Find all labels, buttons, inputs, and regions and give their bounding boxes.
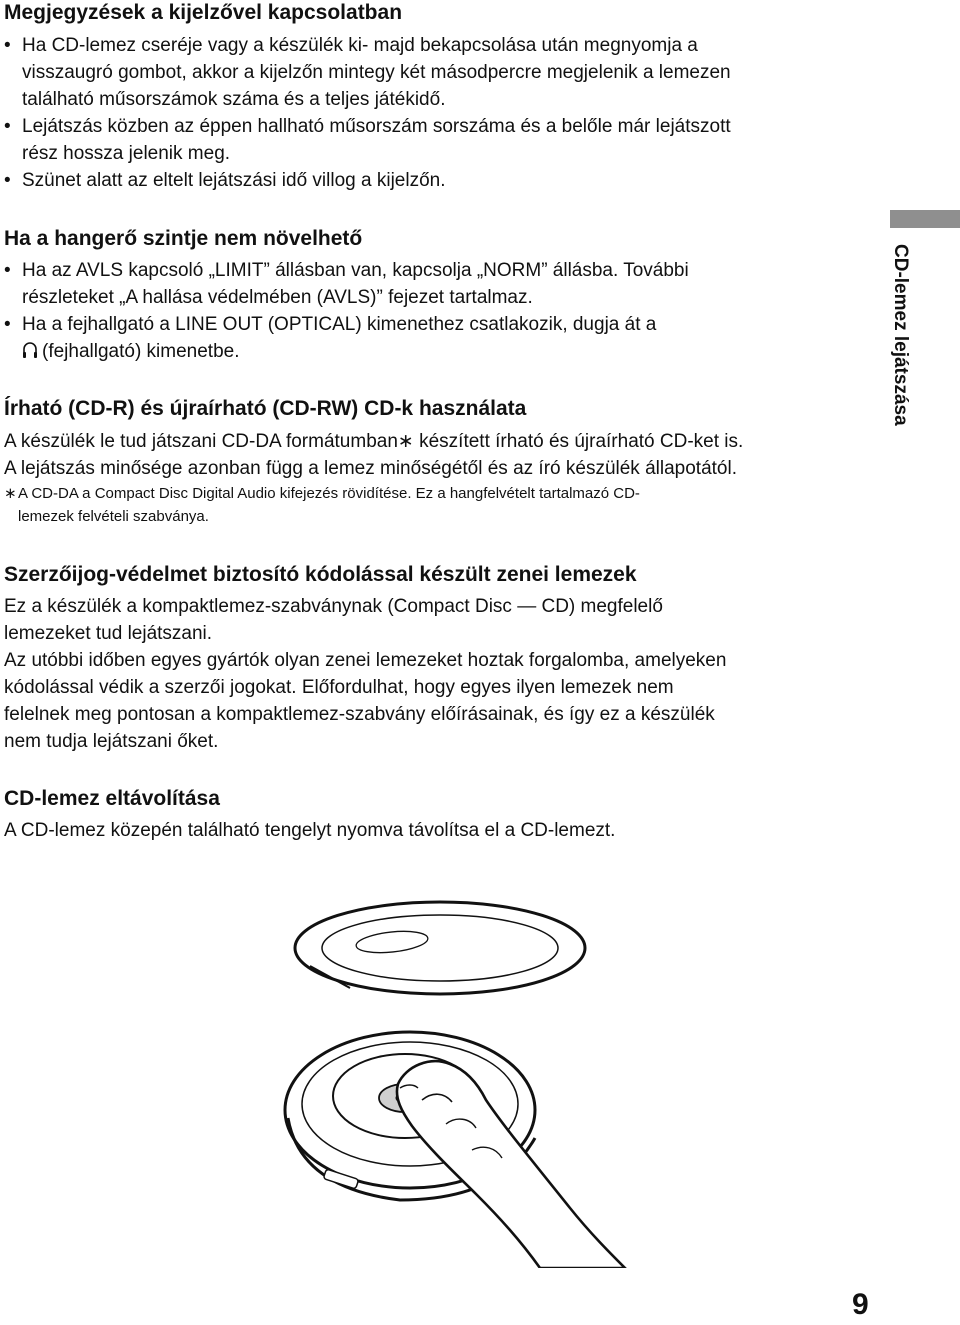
list-item <box>4 311 689 365</box>
bullet-text: található műsorszámok száma és a teljes játékidő. <box>22 89 446 110</box>
side-label-text: CD-lemez lejátszása <box>890 244 911 426</box>
list-item <box>4 113 731 167</box>
cdr-line: A készülék le tud játszani CD-DA formátumban∗ készített írható és újraírható CD-ket is. <box>4 431 744 452</box>
bullet-text: részleteket „A hallása védelmében (AVLS)” fejezet tartalmaz. <box>22 287 533 308</box>
page-number: 9 <box>852 1288 869 1321</box>
cd-removal-illustration <box>280 888 660 1268</box>
footnote-mark: ∗ <box>4 485 17 502</box>
list-item <box>4 167 731 194</box>
copy-line: Az utóbbi időben egyes gyártók olyan zenei lemezeket hoztak forgalomba, amelyeken <box>4 650 727 671</box>
bullet-text-with-icon <box>22 338 689 365</box>
copy-line: nem tudja lejátszani őket. <box>4 731 219 752</box>
list-item <box>4 32 731 113</box>
bullet-text: Ha a fejhallgató a LINE OUT (OPTICAL) kimenethez csatlakozik, dugja át a <box>22 314 657 335</box>
side-tab-marker <box>890 210 960 228</box>
player-lid <box>295 902 585 994</box>
footnote-text: A CD-DA a Compact Disc Digital Audio kifejezés rövidítése. Ez a hangfelvételt tartalmazó CD- <box>18 485 640 502</box>
bullet-text: Ha az AVLS kapcsoló „LIMIT” állásban van, kapcsolja „NORM” állásba. További <box>22 260 689 281</box>
heading-volume: Ha a hangerő szintje nem növelhető <box>4 227 363 250</box>
copy-line: Ez a készülék a kompaktlemez-szabványnak (Compact Disc — CD) megfelelő <box>4 596 663 617</box>
bullet-icon: • <box>4 116 11 137</box>
copy-line: lemezeket tud lejátszani. <box>4 623 213 644</box>
bullet-text: visszaugró gombot, akkor a kijelzőn mintegy két másodpercre megjelenik a lemezen <box>22 62 731 83</box>
cdr-line: A lejátszás minősége azonban függ a lemez minőségétől és az író készülék állapotától. <box>4 458 737 479</box>
heading-copy-protection: Szerzőijog-védelmet biztosító kódolással készült zenei lemezek <box>4 563 637 586</box>
heading-cdr: Írható (CD-R) és újraírható (CD-RW) CD-k használata <box>4 397 527 420</box>
volume-list <box>4 257 689 365</box>
bullet-icon: • <box>4 314 11 335</box>
list-item <box>4 257 689 311</box>
bullet-text: Szünet alatt az eltelt lejátszási idő villog a kijelzőn. <box>22 170 446 191</box>
headphone-icon <box>22 341 38 359</box>
footnote-text: lemezek felvételi szabványa. <box>18 508 209 525</box>
heading-removal: CD-lemez eltávolítása <box>4 787 220 810</box>
bullet-text: Lejátszás közben az éppen hallható műsorszám sorszáma és a belőle már lejátszott <box>22 116 731 137</box>
copy-line: kódolással védik a szerzői jogokat. Előfordulhat, hogy egyes ilyen lemezek nem <box>4 677 674 698</box>
copy-line: felelnek meg pontosan a kompaktlemez-szabvány előírásainak, és így ez a készülék <box>4 704 715 725</box>
bullet-text: rész hossza jelenik meg. <box>22 143 231 164</box>
bullet-icon: • <box>4 260 11 281</box>
heading-display-notes: Megjegyzések a kijelzővel kapcsolatban <box>4 1 403 24</box>
bullet-text: (fejhallgató) kimenetbe. <box>42 341 240 362</box>
footnote <box>4 482 640 528</box>
bullet-icon: • <box>4 35 11 56</box>
bullet-text: Ha CD-lemez cseréje vagy a készülék ki- majd bekapcsolása után megnyomja a <box>22 35 698 56</box>
cdr-paragraph <box>4 428 743 482</box>
display-notes-list <box>4 32 731 194</box>
bullet-icon: • <box>4 170 11 191</box>
removal-text: A CD-lemez közepén található tengelyt nyomva távolítsa el a CD-lemezt. <box>4 820 616 841</box>
copy-paragraph <box>4 593 726 755</box>
side-label <box>880 244 920 454</box>
